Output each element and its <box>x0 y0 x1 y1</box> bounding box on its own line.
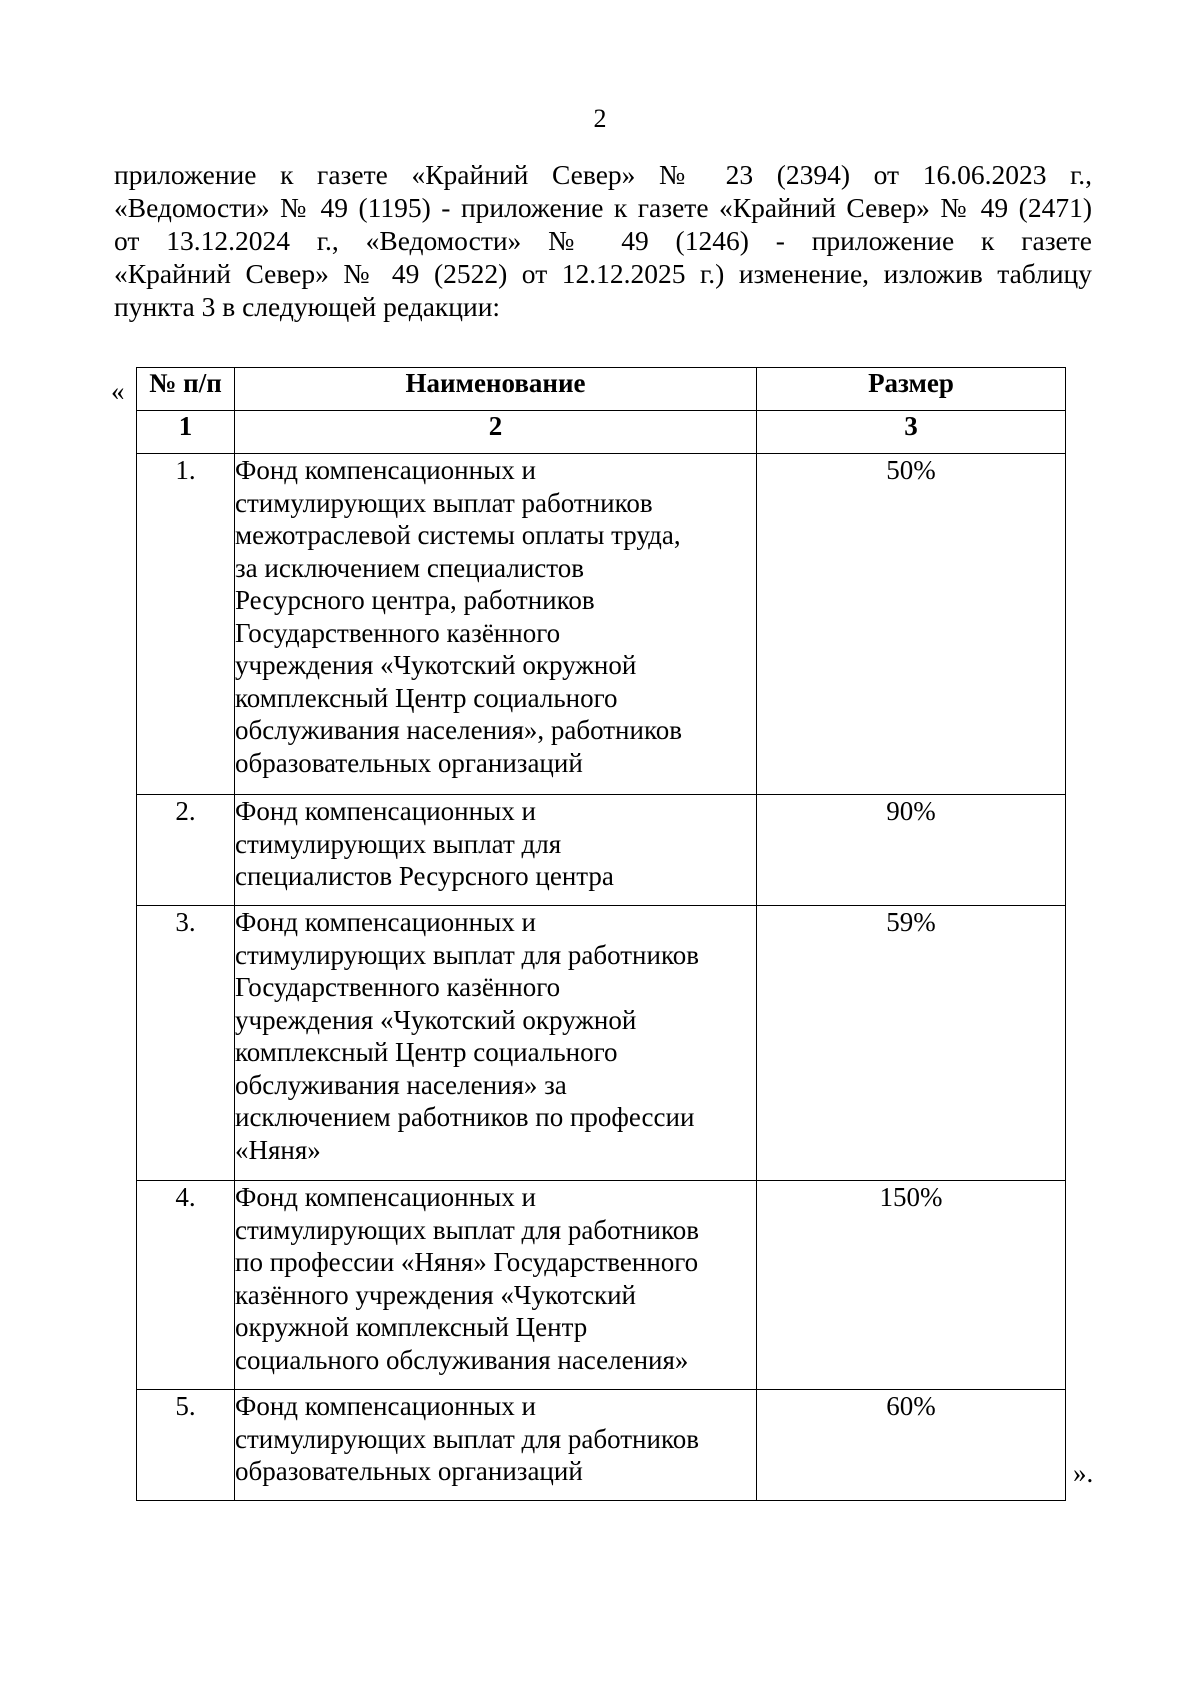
row-num: 3. <box>137 906 235 1181</box>
row-size: 90% <box>757 795 1066 906</box>
row-name-line: Фонд компенсационных и <box>235 1391 536 1421</box>
intro-line: от 13.12.2024 г., «Ведомости» № 49 (1246) - приложение к газете <box>114 225 1092 256</box>
row-name-line: стимулирующих выплат для работников <box>235 939 699 970</box>
table-row <box>137 454 1066 795</box>
row-name <box>235 906 757 1181</box>
row-name-line: учреждения «Чукотский окружной <box>235 650 637 680</box>
index-num: 1 <box>137 411 235 454</box>
table-index-row <box>137 411 1066 454</box>
index-size: 3 <box>757 411 1066 454</box>
close-quote: ». <box>1073 1458 1094 1488</box>
row-name-line: стимулирующих выплат работников <box>235 487 653 518</box>
row-name-line: Фонд компенсационных и <box>235 1182 536 1212</box>
row-name-line: исключением работников по профессии <box>235 1102 695 1132</box>
row-name-line: образовательных организаций <box>235 1456 583 1486</box>
row-name-line: специалистов Ресурсного центра <box>235 861 614 891</box>
open-quote: « <box>111 376 125 406</box>
table-header-row <box>137 368 1066 411</box>
payments-table <box>136 367 1066 1501</box>
row-name-line: обслуживания населения» за <box>235 1069 567 1100</box>
row-num: 5. <box>137 1390 235 1501</box>
row-name <box>235 454 757 795</box>
intro-line: приложение к газете «Крайний Север» № 23 (2394) от 16.06.2023 г., <box>114 159 1092 190</box>
header-name: Наименование <box>235 368 757 411</box>
index-name: 2 <box>235 411 757 454</box>
row-name-line: обслуживания населения», работников <box>235 715 682 745</box>
row-size: 150% <box>757 1181 1066 1390</box>
row-name-line: образовательных организаций <box>235 747 583 778</box>
row-num: 1. <box>137 454 235 795</box>
row-name-line: стимулирующих выплат для работников <box>235 1423 699 1454</box>
row-name-line: межотраслевой системы оплаты труда, <box>235 520 681 550</box>
row-name <box>235 795 757 906</box>
table-row <box>137 1181 1066 1390</box>
header-num: № п/п <box>137 368 235 411</box>
row-name <box>235 1181 757 1390</box>
row-size: 59% <box>757 906 1066 1181</box>
row-name-line: комплексный Центр социального <box>235 682 618 713</box>
row-name-line: комплексный Центр социального <box>235 1037 618 1067</box>
row-name-line: окружной комплексный Центр <box>235 1312 588 1342</box>
row-name-line: «Няня» <box>235 1134 321 1165</box>
row-name-line: по профессии «Няня» Государственного <box>235 1247 699 1277</box>
row-name-line: Фонд компенсационных и <box>235 796 536 826</box>
table-row <box>137 906 1066 1181</box>
header-size: Размер <box>757 368 1066 411</box>
row-name-line: казённого учреждения «Чукотский <box>235 1279 636 1310</box>
row-name-line: Государственного казённого <box>235 617 561 648</box>
intro-line: «Крайний Север» № 49 (2522) от 12.12.2025 г.) изменение, изложив таблицу <box>114 258 1092 289</box>
row-name-line: Государственного казённого <box>235 972 561 1002</box>
table-row <box>137 1390 1066 1501</box>
row-num: 4. <box>137 1181 235 1390</box>
table-row <box>137 795 1066 906</box>
page-number: 2 <box>593 104 607 133</box>
row-name-line: Фонд компенсационных и <box>235 455 536 485</box>
row-size: 60% <box>757 1390 1066 1501</box>
row-name-line: Фонд компенсационных и <box>235 907 536 937</box>
intro-paragraph <box>114 158 1092 323</box>
row-name <box>235 1390 757 1501</box>
row-name-line: стимулирующих выплат для <box>235 828 562 859</box>
row-name-line: стимулирующих выплат для работников <box>235 1214 699 1245</box>
intro-line: пункта 3 в следующей редакции: <box>114 291 501 322</box>
row-size: 50% <box>757 454 1066 795</box>
row-name-line: социального обслуживания населения» <box>235 1344 689 1375</box>
row-name-line: за исключением специалистов <box>235 552 584 583</box>
row-name-line: Ресурсного центра, работников <box>235 585 595 615</box>
row-num: 2. <box>137 795 235 906</box>
intro-line: «Ведомости» № 49 (1195) - приложение к газете «Крайний Север» № 49 (2471) <box>114 192 1092 223</box>
row-name-line: учреждения «Чукотский окружной <box>235 1004 637 1035</box>
